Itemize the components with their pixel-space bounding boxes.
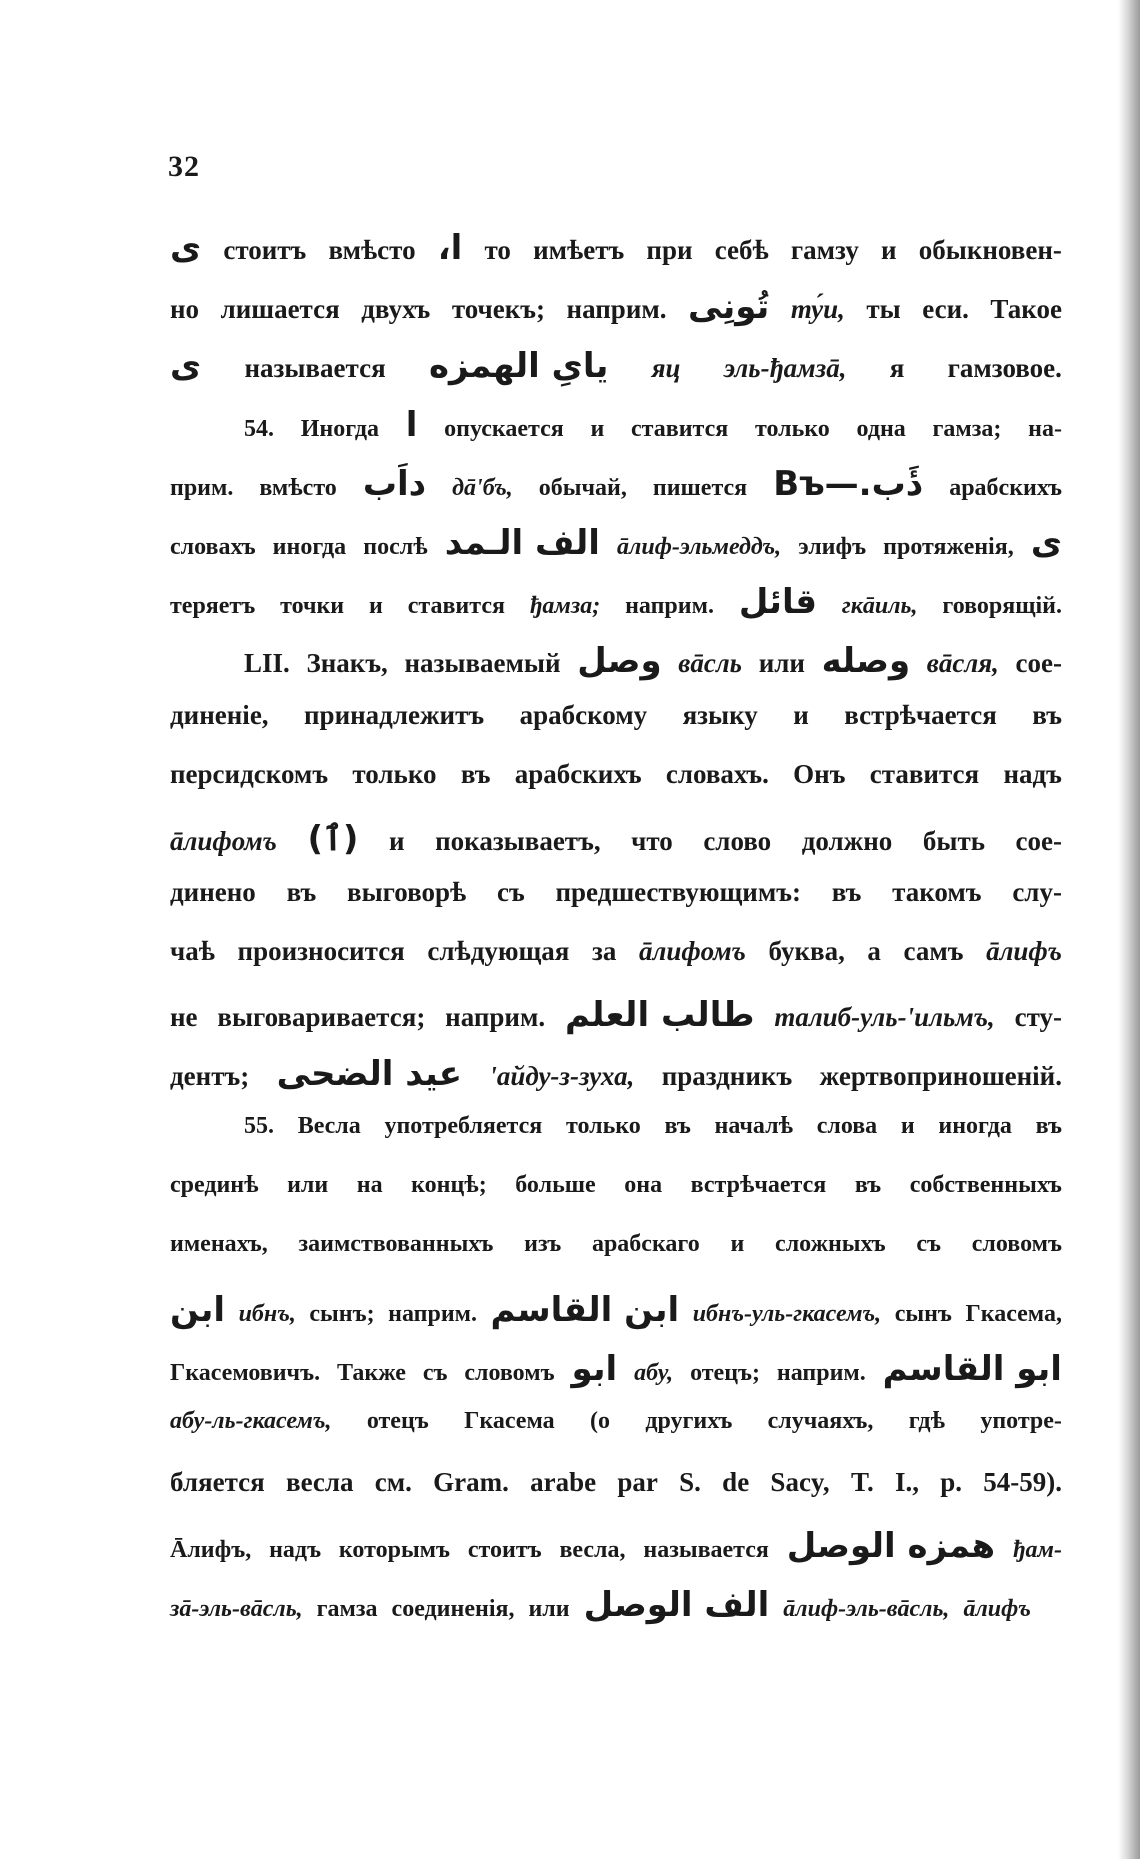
- word: началѣ: [714, 1113, 794, 1139]
- word: стоитъ: [223, 235, 307, 265]
- word: на: [356, 1172, 383, 1198]
- word: сое-: [1015, 648, 1062, 678]
- word: S.: [679, 1467, 701, 1497]
- word: см.: [374, 1467, 412, 1497]
- word: ты: [866, 294, 901, 324]
- transliteration: вāсля,: [926, 648, 999, 678]
- word: должно: [801, 826, 893, 856]
- word: 54.: [244, 416, 274, 442]
- word: сту-: [1014, 1002, 1062, 1032]
- word: при: [646, 235, 693, 265]
- word: и: [389, 826, 405, 856]
- word: ставится: [407, 593, 505, 619]
- word: и: [881, 235, 897, 265]
- arabic-word: ى: [170, 228, 202, 268]
- word: себѣ: [714, 235, 769, 265]
- word: показываетъ,: [435, 826, 601, 856]
- word: и: [730, 1231, 745, 1257]
- word: и: [793, 700, 809, 730]
- arabic-word: همزه الوصل: [786, 1526, 996, 1566]
- text-line: [170, 1408, 1062, 1467]
- word: выговаривается;: [217, 1002, 426, 1032]
- text-line: [170, 228, 1062, 287]
- text-line: [170, 1113, 1062, 1172]
- word: въ: [854, 1172, 882, 1198]
- transliteration: яц: [651, 353, 681, 383]
- text-line: [170, 405, 1062, 464]
- text-line: [170, 582, 1062, 641]
- word: въ: [664, 1113, 691, 1139]
- word: LII.: [244, 648, 290, 678]
- word: надъ: [1003, 759, 1062, 789]
- word: элифъ: [798, 534, 867, 560]
- word: въ: [1032, 700, 1062, 730]
- arabic-word: طالب العلم: [564, 995, 755, 1035]
- word: самъ: [903, 936, 964, 966]
- word: срединѣ: [170, 1172, 259, 1198]
- word: гамзовое.: [947, 353, 1062, 383]
- text-line: [170, 1467, 1062, 1526]
- word: которымъ: [338, 1537, 451, 1563]
- arabic-word: داَب: [362, 464, 427, 504]
- word: въ: [460, 759, 491, 789]
- word: или: [287, 1172, 329, 1198]
- word: встрѣчается: [690, 1172, 827, 1198]
- word: случаяхъ,: [767, 1408, 874, 1434]
- transliteration: абу,: [634, 1360, 674, 1386]
- arabic-word: الف الـمد: [444, 523, 600, 563]
- word: за: [592, 936, 617, 966]
- word: Также: [336, 1360, 406, 1386]
- transliteration: гкāиль,: [841, 593, 918, 619]
- text-line: [170, 877, 1062, 936]
- word: T.: [850, 1467, 874, 1497]
- word: словомъ: [464, 1360, 555, 1386]
- word: par: [617, 1467, 658, 1497]
- word: быть: [922, 826, 985, 856]
- text-line: [170, 1349, 1062, 1408]
- word: въ: [1035, 1113, 1062, 1139]
- word: въ: [831, 877, 862, 907]
- arabic-word: الف الوصل: [583, 1585, 770, 1625]
- arabic-word: ى: [170, 346, 202, 386]
- word: другихъ: [645, 1408, 733, 1434]
- word: 55.: [244, 1113, 274, 1139]
- transliteration: вāсль: [678, 648, 743, 678]
- word: Весла: [297, 1113, 361, 1139]
- word: я: [889, 353, 905, 383]
- word: Онъ: [793, 759, 846, 789]
- word: наприм.: [566, 294, 667, 324]
- arabic-word: وصل: [577, 641, 662, 681]
- word: Такое: [990, 294, 1062, 324]
- word: наприм.: [625, 593, 714, 619]
- arabic-word: ا: [405, 405, 418, 445]
- word: то: [484, 235, 511, 265]
- text-line: [170, 346, 1062, 405]
- word: двухъ: [361, 294, 431, 324]
- word: персидскомъ: [170, 759, 329, 789]
- word: съ: [422, 1360, 448, 1386]
- word: буква,: [768, 936, 845, 966]
- word: Гкасема,: [965, 1301, 1062, 1327]
- word: языку: [682, 700, 758, 730]
- word: 54-59).: [983, 1467, 1062, 1497]
- text-line: [170, 818, 1062, 877]
- word: и: [590, 416, 605, 442]
- arabic-word: وصله: [821, 641, 911, 681]
- word: Gram.: [433, 1467, 509, 1497]
- transliteration: ибнъ-уль-гкасемъ,: [692, 1301, 882, 1327]
- transliteration: āлифъ: [963, 1596, 1031, 1622]
- word: дентъ;: [170, 1061, 250, 1091]
- word: сынъ: [894, 1301, 952, 1327]
- text-line: [170, 759, 1062, 818]
- arabic-word: عيد الضحى: [276, 1054, 462, 1094]
- word: Гкасема: [464, 1408, 555, 1434]
- word: одна: [856, 416, 906, 442]
- page-number: 32: [168, 150, 200, 183]
- word: слова: [816, 1113, 878, 1139]
- word: сложныхъ: [775, 1231, 886, 1257]
- arabic-word: ى: [1030, 523, 1062, 563]
- transliteration: абу-ль-гкасемъ,: [170, 1408, 332, 1434]
- word: отецъ;: [690, 1360, 760, 1386]
- word: диненіе,: [170, 700, 269, 730]
- word: теряетъ: [170, 593, 256, 619]
- transliteration: ђам-: [1013, 1537, 1062, 1563]
- word: ставится: [869, 759, 980, 789]
- word: гдѣ: [908, 1408, 945, 1434]
- transliteration: āлифомъ: [638, 936, 746, 966]
- page-edge-shadow: [1118, 0, 1140, 1859]
- word: динено: [170, 877, 256, 907]
- transliteration: ибнъ,: [238, 1301, 296, 1327]
- word: съ: [916, 1231, 942, 1257]
- transliteration: зā-эль-вāсль,: [170, 1596, 303, 1622]
- word: предшествующимъ:: [555, 877, 801, 907]
- arabic-word: قائل: [738, 582, 817, 622]
- text-line: [170, 1231, 1062, 1290]
- word: заимствованныхъ: [298, 1231, 494, 1257]
- word: выговорѣ: [347, 877, 467, 907]
- arabic-word: يایِ الهمزه: [428, 346, 609, 386]
- word: наприм.: [388, 1301, 477, 1327]
- word: Sacy,: [770, 1467, 830, 1497]
- text-line: [170, 1526, 1062, 1585]
- transliteration: āлиф-эльмеддъ,: [617, 534, 782, 560]
- word: или: [758, 648, 805, 678]
- arabic-word: دَٔب.—Въ: [773, 464, 924, 504]
- word: арабскаго: [591, 1231, 700, 1257]
- transliteration: ђамза;: [529, 593, 601, 619]
- transliteration: āлиф-эль-вāсль,: [783, 1596, 950, 1622]
- text-line: [170, 700, 1062, 759]
- word: встрѣчается: [844, 700, 997, 730]
- word: говорящій.: [942, 593, 1062, 619]
- word: произносится: [237, 936, 405, 966]
- word: больше: [515, 1172, 596, 1198]
- text-line: [170, 1290, 1062, 1349]
- word: p.: [940, 1467, 962, 1497]
- arabic-word: تُونِى: [688, 287, 770, 327]
- word: еси.: [922, 294, 969, 324]
- word: что: [631, 826, 673, 856]
- word: весла: [286, 1467, 354, 1497]
- word: обыкновен-: [918, 235, 1062, 265]
- word: соединенія,: [391, 1596, 515, 1622]
- transliteration: āлифъ: [986, 936, 1062, 966]
- word: слу-: [1012, 877, 1062, 907]
- word: называется: [643, 1537, 769, 1563]
- word: arabe: [530, 1467, 597, 1497]
- word: Āлифъ,: [170, 1537, 252, 1563]
- arabic-word: ابو القاسم: [882, 1349, 1062, 1389]
- word: арабскому: [519, 700, 648, 730]
- word: Знакъ,: [306, 648, 388, 678]
- word: и: [900, 1113, 915, 1139]
- word: словомъ: [971, 1231, 1062, 1257]
- word: стоитъ: [467, 1537, 542, 1563]
- text-line: [170, 287, 1062, 346]
- word: наприм.: [445, 1002, 546, 1032]
- transliteration: талиб-уль-'ильмъ,: [774, 1002, 995, 1032]
- word: имѣетъ: [533, 235, 625, 265]
- word: слѣдующая: [427, 936, 570, 966]
- word: арабскихъ: [949, 475, 1062, 501]
- word: послѣ: [363, 534, 428, 560]
- word: надъ: [269, 1537, 322, 1563]
- word: только: [352, 759, 437, 789]
- word: гамзу: [790, 235, 859, 265]
- word: называемый: [404, 648, 561, 678]
- word: Гкасемовичъ.: [170, 1360, 321, 1386]
- text-line: [170, 464, 1062, 523]
- transliteration: дā'бъ,: [452, 475, 513, 501]
- arabic-word: ابن: [170, 1290, 226, 1330]
- word: она: [624, 1172, 663, 1198]
- word: точки: [280, 593, 345, 619]
- word: только: [754, 416, 830, 442]
- word: отецъ: [366, 1408, 429, 1434]
- text-line: [170, 523, 1062, 582]
- text-line: [170, 1172, 1062, 1231]
- word: а: [867, 936, 881, 966]
- word: называется: [244, 353, 386, 383]
- word: такомъ: [892, 877, 982, 907]
- word: не: [170, 1002, 198, 1032]
- arabic-word: (ٱ): [307, 819, 359, 859]
- word: жертвоприношеній.: [819, 1061, 1062, 1091]
- word: словахъ: [170, 534, 256, 560]
- transliteration: āлифомъ: [170, 826, 277, 856]
- word: вмѣсто: [328, 235, 416, 265]
- word: изъ: [524, 1231, 562, 1257]
- word: гамза: [316, 1596, 378, 1622]
- word: обычай,: [538, 475, 627, 501]
- word: точекъ;: [451, 294, 546, 324]
- transliteration: 'айду-з-зуха,: [489, 1061, 635, 1091]
- word: de: [722, 1467, 750, 1497]
- word: праздникъ: [661, 1061, 793, 1091]
- word: иногда: [938, 1113, 1012, 1139]
- word: слово: [703, 826, 772, 856]
- text-line: [170, 641, 1062, 700]
- arabic-word: ابو: [571, 1349, 618, 1389]
- word: на-: [1028, 416, 1062, 442]
- word: съ: [496, 877, 525, 907]
- word: сое-: [1015, 826, 1062, 856]
- word: гамза;: [932, 416, 1002, 442]
- word: протяженія,: [883, 534, 1014, 560]
- word: наприм.: [776, 1360, 866, 1386]
- arabic-word: ا،: [437, 228, 463, 268]
- word: весла,: [559, 1537, 626, 1563]
- text-line: [170, 995, 1062, 1054]
- body-text: [170, 228, 1062, 1644]
- word: употребляется: [384, 1113, 543, 1139]
- word: именахъ,: [170, 1231, 268, 1257]
- word: но: [170, 294, 200, 324]
- word: сынъ;: [309, 1301, 375, 1327]
- transliteration: ту́и,: [790, 294, 845, 324]
- word: (о: [589, 1408, 610, 1434]
- word: Иногда: [300, 416, 380, 442]
- word: бляется: [170, 1467, 265, 1497]
- word: концѣ;: [411, 1172, 487, 1198]
- word: I.,: [894, 1467, 919, 1497]
- text-line: [170, 1585, 1062, 1644]
- word: прим.: [170, 475, 234, 501]
- word: пишется: [652, 475, 748, 501]
- word: чаѣ: [170, 936, 215, 966]
- word: арабскихъ: [514, 759, 642, 789]
- word: словахъ.: [665, 759, 769, 789]
- word: только: [565, 1113, 641, 1139]
- word: иногда: [272, 534, 347, 560]
- word: лишается: [220, 294, 340, 324]
- word: или: [528, 1596, 570, 1622]
- word: собственныхъ: [909, 1172, 1062, 1198]
- word: опускается: [444, 416, 564, 442]
- text-line: [170, 936, 1062, 995]
- transliteration: эль-ђамзā,: [723, 353, 847, 383]
- word: и: [369, 593, 383, 619]
- word: ставится: [631, 416, 729, 442]
- word: принадлежитъ: [304, 700, 485, 730]
- text-line: [170, 1054, 1062, 1113]
- word: вмѣсто: [259, 475, 337, 501]
- word: въ: [286, 877, 317, 907]
- word: употре-: [980, 1408, 1062, 1434]
- arabic-word: ابن القاسم: [490, 1290, 680, 1330]
